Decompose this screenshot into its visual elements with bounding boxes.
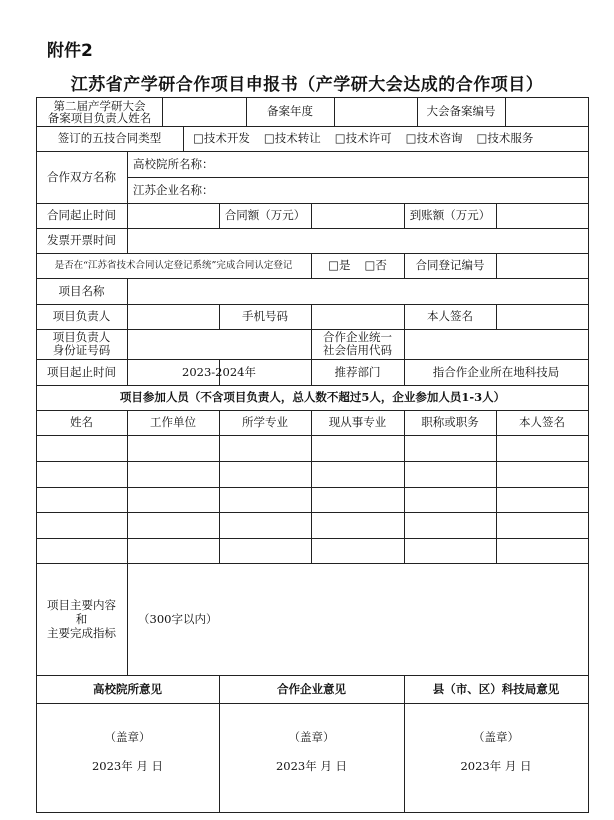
participant-row[interactable] — [37, 539, 588, 563]
project-period-label: 项目起止时间 — [47, 364, 116, 379]
content-label: 项目主要内容 和 主要完成指标 — [47, 598, 116, 640]
project-leader-field[interactable] — [128, 305, 219, 329]
participant-row[interactable] — [37, 462, 588, 487]
invoice-date-label: 发票开票时间 — [47, 233, 116, 247]
filing-number-field[interactable] — [506, 98, 588, 126]
form-title: 江苏省产学研合作项目申报书（产学研大会达成的合作项目） — [70, 75, 544, 95]
contract-type-option-service[interactable]: □技术服务 — [476, 131, 534, 145]
contract-type-option-license[interactable]: □技术许可 — [334, 131, 392, 145]
project-name-field[interactable] — [128, 279, 588, 304]
filing-number-label: 大会备案编号 — [426, 104, 496, 118]
received-amount-field[interactable] — [497, 204, 588, 228]
column-header-employer: 工作单位 — [150, 415, 196, 429]
column-header-title: 职称或职务 — [421, 415, 479, 429]
filing-leader-name-field[interactable] — [163, 98, 246, 126]
contract-type-option-transfer[interactable]: □技术转让 — [263, 131, 321, 145]
phone-label: 手机号码 — [242, 309, 288, 323]
registration-yes-checkbox[interactable]: □是 — [328, 258, 351, 272]
enterprise-opinion-title: 合作企业意见 — [277, 681, 346, 696]
contract-type-options — [183, 126, 588, 151]
contract-amount-field[interactable] — [312, 204, 404, 228]
leader-id-label: 项目负责人 身份证号码 — [52, 330, 111, 357]
column-header-signature: 本人签名 — [519, 415, 565, 429]
university-name-field[interactable]: 高校院所名称： — [133, 156, 214, 171]
column-header-name: 姓名 — [70, 415, 93, 429]
project-leader-label: 项目负责人 — [52, 309, 111, 323]
registration-question: 是否在“江苏省技术合同认定登记系统”完成合同认定登记 — [54, 260, 293, 271]
bureau-seal: （盖章） — [473, 729, 519, 744]
content-field[interactable]: （300字以内） — [138, 612, 218, 626]
registration-number-field[interactable] — [497, 254, 588, 278]
filing-year-field[interactable] — [335, 98, 417, 126]
bureau-date: 2023年 月 日 — [460, 758, 532, 773]
participant-row[interactable] — [37, 488, 588, 512]
recommending-dept-value: 指合作企业所在地科技局 — [432, 364, 560, 379]
contract-type-option-development[interactable]: □技术开发 — [193, 131, 250, 145]
contract-type-label: 签订的五技合同类型 — [57, 131, 162, 145]
project-period-value: 2023-2024年 — [182, 364, 256, 379]
parties-label: 合作双方名称 — [47, 169, 116, 184]
filing-year-label: 备案年度 — [267, 104, 313, 118]
credit-code-field[interactable] — [405, 330, 588, 359]
contract-amount-label: 合同额（万元） — [224, 208, 306, 222]
column-header-current-field: 现从事专业 — [328, 415, 387, 429]
enterprise-seal: （盖章） — [288, 729, 335, 744]
registration-number-label: 合同登记编号 — [415, 258, 485, 272]
registration-yes-no — [311, 253, 404, 278]
leader-signature-field[interactable] — [497, 305, 588, 329]
university-seal: （盖章） — [104, 729, 151, 744]
phone-field[interactable] — [312, 305, 404, 329]
contract-type-option-consulting[interactable]: □技术咨询 — [405, 131, 463, 145]
university-opinion-title: 高校院所意见 — [93, 681, 162, 696]
project-name-label: 项目名称 — [58, 283, 105, 298]
invoice-date-field[interactable] — [128, 229, 588, 253]
contract-period-label: 合同起止时间 — [47, 208, 116, 222]
filing-leader-name-label: 第二届产学研大会 备案项目负责人姓名 — [47, 98, 152, 125]
column-header-major: 所学专业 — [242, 415, 288, 429]
leader-id-field[interactable] — [128, 330, 311, 359]
university-date: 2023年 月 日 — [91, 758, 164, 773]
annex-label: 附件2 — [47, 41, 93, 61]
received-amount-label: 到账额（万元） — [409, 208, 491, 222]
participant-row[interactable] — [37, 513, 588, 538]
contract-period-field[interactable] — [128, 204, 219, 228]
leader-signature-label: 本人签名 — [427, 309, 473, 323]
registration-no-checkbox[interactable]: □否 — [364, 258, 387, 272]
participant-row[interactable] — [37, 436, 588, 461]
bureau-opinion-title: 县（市、区）科技局意见 — [432, 681, 560, 696]
enterprise-name-field[interactable]: 江苏企业名称： — [133, 182, 214, 197]
recommending-dept-label: 推荐部门 — [334, 364, 381, 379]
credit-code-label: 合作企业统一 社会信用代码 — [323, 330, 392, 357]
enterprise-date: 2023年 月 日 — [275, 758, 348, 773]
participants-heading: 项目参加人员（不含项目负责人，总人数不超过5人，企业参加人员1-3人） — [119, 390, 506, 404]
